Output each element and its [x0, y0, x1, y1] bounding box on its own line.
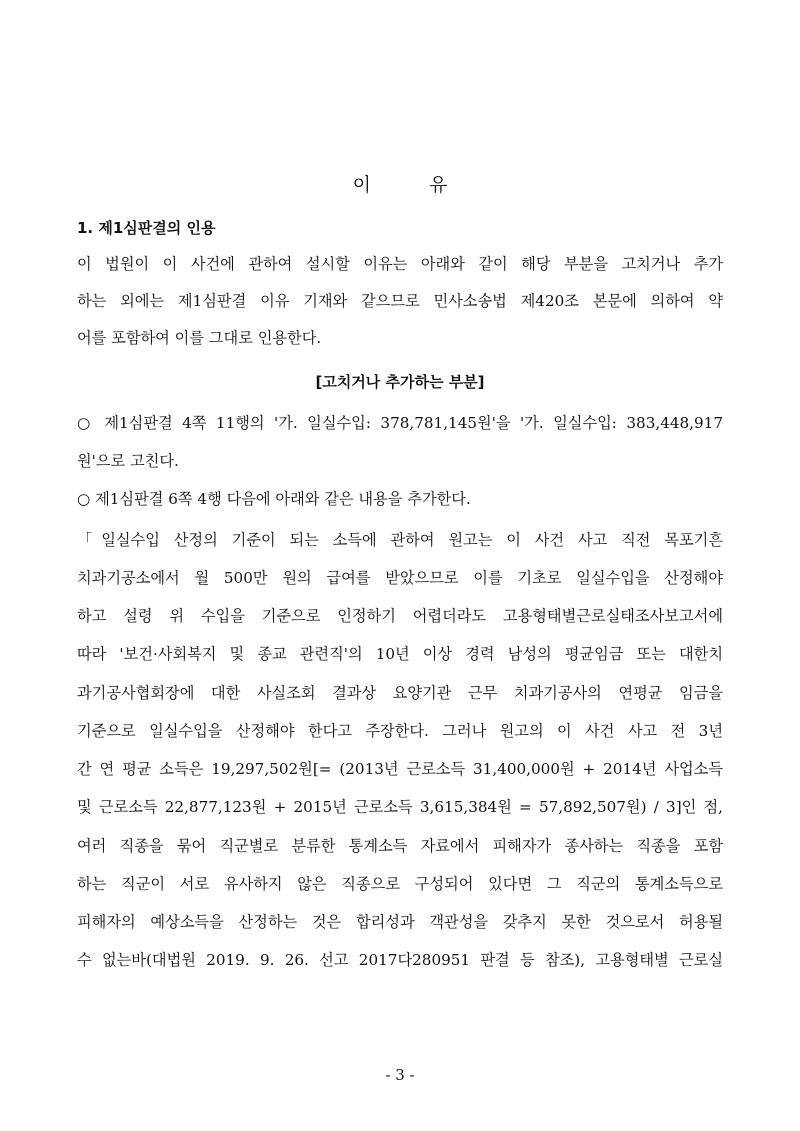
body-line: 과기공사협회장에 대한 사실조회 결과상 요양기관 근무 치과기공사의 연평균 임금을	[77, 684, 723, 702]
amendment-line: 원'으로 고친다.	[77, 452, 179, 470]
body-line: 「일실수입 산정의 기준이 되는 소득에 관하여 원고는 이 사건 사고 직전 목포기흔	[77, 531, 723, 549]
body-line: 피해자의 예상소득을 산정하는 것은 합리성과 객관성을 갖추지 못한 것으로서 허용될	[77, 913, 723, 931]
title-char-1: 이	[352, 174, 371, 196]
title-char-2: 유	[429, 174, 448, 196]
body-line: 및 근로소득 22,877,123원 + 2015년 근로소득 3,615,384원 = 57,892,507원) / 3]인 점,	[77, 798, 723, 816]
paragraph-line: 이 법원이 이 사건에 관하여 설시할 이유는 아래와 같이 해당 부분을 고치거나 추가	[77, 255, 723, 273]
body-line: 하는 직군이 서로 유사하지 않은 직종으로 구성되어 있다면 그 직군의 통계소득으로	[77, 875, 723, 893]
body-line: 하고 설령 위 수입을 기준으로 인정하기 어렵더라도 고용형태별근로실태조사보고서에	[77, 607, 723, 625]
amendment-subheading: [고치거나 추가하는 부분]	[315, 373, 485, 391]
paragraph-line: 하는 외에는 제1심판결 이유 기재와 같으므로 민사소송법 제420조 본문에 의하여 약	[77, 292, 723, 310]
amendment-line: ○ 제1심판결 6쪽 4행 다음에 아래와 같은 내용을 추가한다.	[77, 490, 471, 508]
paragraph-line: 어를 포함하여 이를 그대로 인용한다.	[77, 329, 322, 347]
body-line: 간 연 평균 소득은 19,297,502원[= (2013년 근로소득 31,400,000원 + 2014년 사업소득	[77, 760, 723, 778]
body-line: 따라 '보건·사회복지 및 종교 관련직'의 10년 이상 경력 남성의 평균임금 또는 대한치	[77, 645, 723, 663]
body-line: 수 없는바(대법원 2019. 9. 26. 선고 2017다280951 판결 등 참조), 고용형태별 근로실	[77, 951, 723, 969]
page-number: - 3 -	[385, 1066, 415, 1084]
body-line: 기준으로 일실수입을 산정해야 한다고 주장한다. 그러나 원고의 이 사건 사고 전 3년	[77, 722, 723, 740]
amendment-line: ○ 제1심판결 4쪽 11행의 '가. 일실수입: 378,781,145원'을 '가. 일실수입: 383,448,917	[77, 414, 723, 432]
document-title	[0, 170, 800, 197]
section-heading: 1. 제1심판결의 인용	[77, 219, 216, 237]
body-line: 여러 직종을 묶어 직군별로 분류한 통계소득 자료에서 피해자가 종사하는 직종을 포함	[77, 837, 723, 855]
body-line: 치과기공소에서 월 500만 원의 급여를 받았으므로 이를 기초로 일실수입을 산정해야	[77, 569, 723, 587]
